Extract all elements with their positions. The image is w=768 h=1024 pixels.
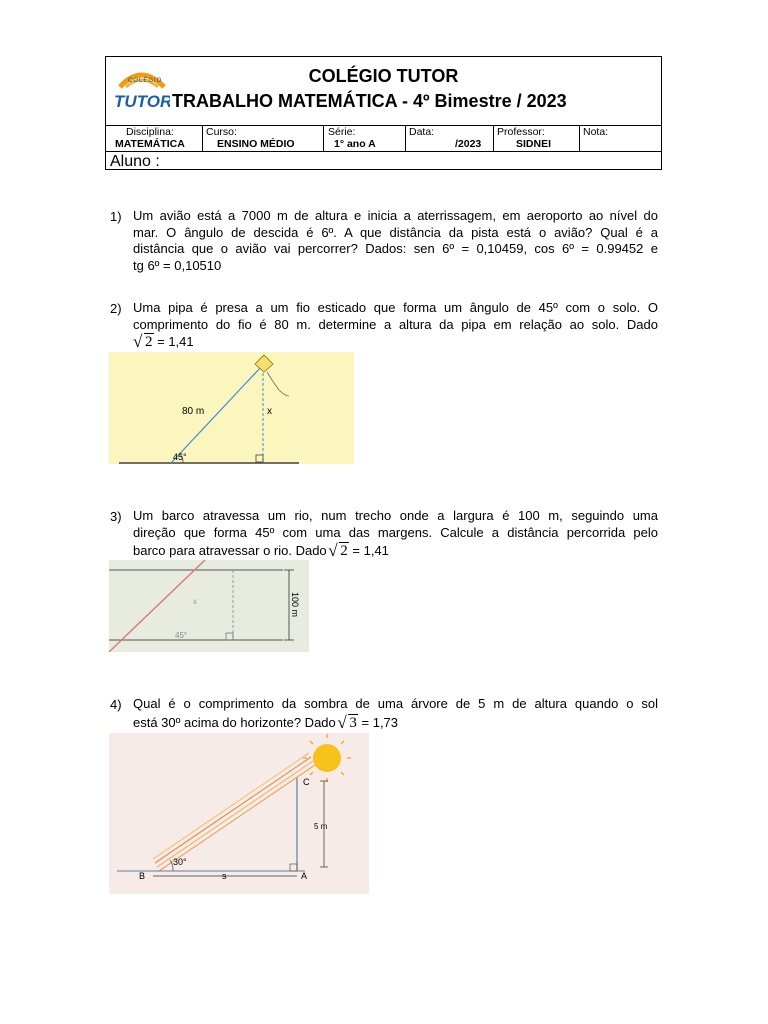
logo-word-text: TUTOR bbox=[114, 92, 170, 111]
header-title-area bbox=[106, 57, 661, 126]
question-line: mar. O ângulo de descida é 6º. A que distância da pista está o avião? Qual é a bbox=[133, 224, 658, 240]
kite-hyp-label: 80 m bbox=[182, 406, 205, 417]
student-name-field[interactable]: Aluno : bbox=[110, 153, 160, 170]
question-line: Qual é o comprimento da sombra de uma árvore de 5 m de altura quando o sol bbox=[133, 696, 658, 711]
sqrt-symbol: √ 2 bbox=[330, 543, 349, 560]
field-course bbox=[203, 125, 324, 151]
tree-base-label: A bbox=[301, 871, 308, 881]
field-label: Professor: bbox=[497, 126, 545, 138]
question-1-text bbox=[133, 208, 658, 274]
question-line: Um barco atravessa um rio, num trecho onde a largura é 100 m, seguindo uma bbox=[133, 508, 658, 523]
sun-angle-label: 30° bbox=[173, 857, 187, 867]
field-label: Disciplina: bbox=[126, 126, 174, 138]
question-1-number: 1) bbox=[110, 209, 122, 224]
field-label: Série: bbox=[328, 126, 356, 138]
field-label: Data: bbox=[409, 126, 435, 138]
question-line: está 30º acima do horizonte? Dado bbox=[133, 715, 336, 730]
tree-height-label: 5 m bbox=[314, 822, 328, 831]
field-value: 1° ano A bbox=[334, 138, 376, 150]
sqrt-symbol: √ 3 bbox=[339, 715, 358, 732]
header-box bbox=[105, 56, 662, 170]
question-3-text bbox=[133, 508, 658, 541]
work-title: TRABALHO MATEMÁTICA - 4º Bimestre / 2023 bbox=[172, 91, 567, 111]
field-date bbox=[406, 125, 494, 151]
sqrt-symbol: √ 2 bbox=[135, 334, 154, 351]
river-figure bbox=[109, 560, 309, 652]
question-4-text bbox=[133, 696, 658, 713]
tree-top-label: C bbox=[303, 777, 310, 787]
question-line: direção que forma 45º com uma das margens. Calcule a distância percorrida pelo bbox=[133, 524, 658, 540]
kite-angle-label: 45° bbox=[173, 452, 187, 462]
question-2-given bbox=[135, 334, 194, 351]
given-value: = 1,73 bbox=[361, 715, 399, 730]
question-line: tg 6º = 0,10510 bbox=[133, 257, 222, 273]
river-hyp-label: x bbox=[193, 597, 197, 606]
shadow-left-label: B bbox=[139, 871, 146, 881]
kite-figure bbox=[109, 352, 354, 464]
info-row bbox=[106, 125, 661, 152]
field-teacher bbox=[494, 125, 580, 151]
question-4-number: 4) bbox=[110, 697, 122, 712]
question-4-given bbox=[133, 715, 398, 732]
given-value: = 1,41 bbox=[352, 543, 389, 558]
question-line: Uma pipa é presa a um fio esticado que forma um ângulo de 45º com o solo. O bbox=[133, 300, 658, 315]
question-line: Um avião está a 7000 m de altura e inicia a aterrissagem, em aeroporto ao nível do bbox=[133, 208, 658, 223]
field-value: ENSINO MÉDIO bbox=[217, 138, 295, 150]
question-2-number: 2) bbox=[110, 301, 122, 316]
question-3-number: 3) bbox=[110, 509, 122, 524]
field-grade-score bbox=[580, 125, 661, 151]
river-angle-label: 45° bbox=[175, 631, 188, 640]
river-width-label: 100 m bbox=[290, 592, 300, 618]
field-label: Nota: bbox=[583, 126, 609, 138]
logo-top-text: COLÉGIO bbox=[128, 78, 163, 84]
field-discipline bbox=[106, 125, 203, 151]
field-grade bbox=[324, 125, 406, 151]
question-line: comprimento do fio é 80 m. determine a altura da pipa em relação ao solo. Dado bbox=[133, 316, 658, 332]
school-name: COLÉGIO TUTOR bbox=[308, 66, 459, 86]
question-line: barco para atravessar o rio. Dado bbox=[133, 543, 327, 558]
shadow-length-label: s bbox=[222, 871, 227, 881]
question-3-given bbox=[133, 543, 389, 560]
given-value: = 1,41 bbox=[157, 334, 194, 349]
tree-shadow-figure bbox=[109, 733, 369, 894]
kite-height-label: x bbox=[267, 406, 272, 417]
field-value: MATEMÁTICA bbox=[115, 138, 185, 150]
question-line: distância que o avião vai percorrer? Dados: sen 6º = 0,10459, cos 6º = 0.99452 e bbox=[133, 241, 658, 256]
field-value: /2023 bbox=[455, 138, 482, 150]
field-label: Curso: bbox=[206, 126, 237, 138]
question-2-text bbox=[133, 300, 658, 333]
field-value: SIDNEI bbox=[516, 138, 552, 150]
